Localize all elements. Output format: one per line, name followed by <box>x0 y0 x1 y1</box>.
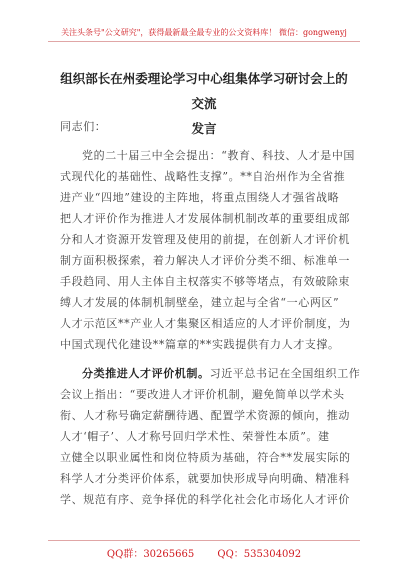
paragraph2-line: 会议上指出：“要改进人才评价机制，避免简单以学术头 <box>60 388 345 401</box>
paragraph1-line: 手段趋同、用人主体自主权落实不够等堵点，有效破除束 <box>60 275 350 288</box>
footer-qq: QQ：535304092 <box>217 549 302 560</box>
header-banner: 关注头条号"公文研究"，获得最新最全最专业的公文资料库！ 微信：gongwenyj <box>61 28 347 37</box>
footer-qq-group: QQ群：30265665 <box>106 549 195 560</box>
paragraph2-line: 科学人才分类评价体系，就要加快形成导向明确、精准科 <box>60 472 350 485</box>
section-heading: 分类推进人才评价机制。 <box>82 367 210 380</box>
paragraph1-line: 进产业“四地”建设的主阵地，将重点围绕人才强省战略 <box>60 191 340 204</box>
paragraph1-line: 分和人才资源开发管理及使用的前提，在创新人才评价机 <box>60 233 350 246</box>
paragraph2-line: 学、规范有序、竞争择优的科学化社会化市场化人才评价 <box>60 493 350 506</box>
footer-divider <box>48 540 360 541</box>
paragraph2-line: 衔、人才称号确定薪酬待遇、配置学术资源的倾向，推动 <box>60 409 350 422</box>
paragraph1-line: 中国式现代化建设**篇章的**实践提供有力人才支撑。 <box>60 338 340 351</box>
title-line-1: 组织部长在州委理论学习中心组集体学习研讨会上的交流 <box>60 71 348 111</box>
title-line-2: 发言 <box>191 121 217 136</box>
paragraph1-line: 式现代化的基础性、战略性支撑”。**自治州作为全省推 <box>60 170 346 183</box>
header-divider <box>48 41 360 42</box>
paragraph2-first-text: 习近平总书记在全国组织工作 <box>209 367 361 380</box>
footer-contact <box>0 545 408 560</box>
paragraph2-line: 人才‘帽子’、人才称号回归学术性、荣誉性本质”。建 <box>60 430 330 443</box>
paragraph1-line: 人才示范区**产业人才集聚区相适应的人才评价制度，为 <box>60 317 351 330</box>
paragraph1-line: 制方面积极探索，着力解决人才评价分类不细、标准单一 <box>60 254 350 267</box>
paragraph2-line: 立健全以职业属性和岗位特质为基础，符合**发展实际的 <box>60 451 351 464</box>
salutation: 同志们： <box>60 120 107 133</box>
paragraph1-line: 缚人才发展的体制机制壁垒，建立起与全省“一心两区” <box>60 296 340 309</box>
paragraph1-line: 党的二十届三中全会提出：“教育、科技、人才是中国 <box>82 149 356 162</box>
paragraph1-line: 把人才评价作为推进人才发展体制机制改革的重要组成部 <box>60 212 350 225</box>
paragraph2-first-line <box>82 365 372 381</box>
